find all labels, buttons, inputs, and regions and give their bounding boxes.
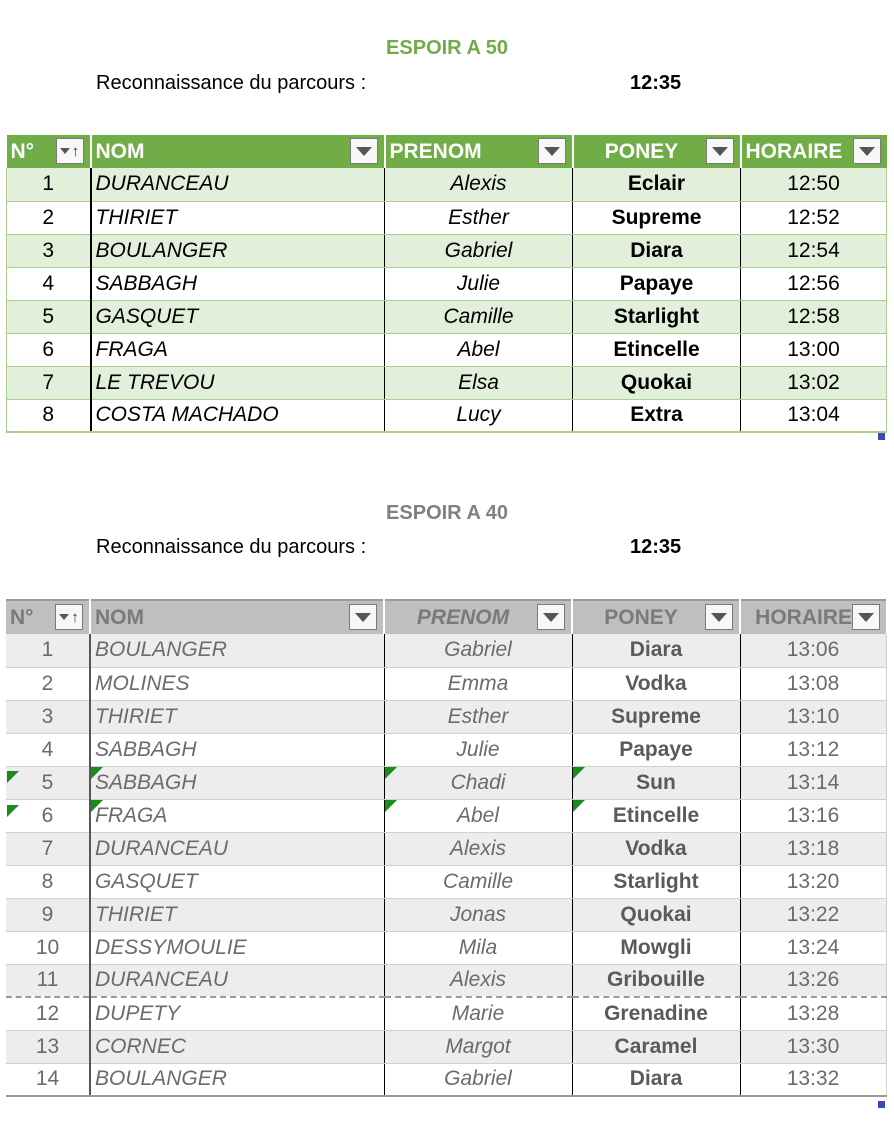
cell-horaire[interactable]: 12:50 [741,168,887,201]
table-row [7,168,887,201]
cell-number[interactable]: 6 [7,333,91,366]
cell-poney[interactable]: Quokai [573,366,741,399]
table-row [6,997,886,1030]
cell-prenom[interactable]: Margot [384,1030,572,1063]
header-no: N° ↑ [7,135,91,168]
cell-prenom[interactable]: Gabriel [384,634,572,667]
cell-poney[interactable]: Eclair [573,168,741,201]
chevron-down-icon [544,147,560,156]
cell-poney[interactable]: Diara [572,634,740,667]
error-indicator-icon[interactable] [7,805,19,817]
cell-nom[interactable]: SABBAGH [90,733,384,766]
cell-horaire[interactable]: 13:12 [740,733,886,766]
cell-poney[interactable]: Papaye [573,267,741,300]
chevron-down-icon [859,147,875,156]
header-horaire: HORAIRE [741,135,887,168]
cell-nom[interactable]: LE TREVOU [91,366,385,399]
cell-poney[interactable]: Supreme [573,201,741,234]
table-row [6,1063,886,1096]
cell-horaire[interactable]: 12:56 [741,267,887,300]
header-horaire: HORAIRE [740,600,886,634]
cell-poney[interactable]: Etincelle [573,333,741,366]
chevron-down-icon [356,147,372,156]
cell-prenom[interactable]: Jonas [384,898,572,931]
table-resize-handle[interactable] [878,1101,885,1108]
header-row [6,600,886,634]
cell-prenom[interactable]: Julie [385,267,573,300]
table-row [7,201,887,234]
cell-nom[interactable]: DURANCEAU [91,168,385,201]
cell-nom[interactable]: GASQUET [90,865,384,898]
reconnaissance-time: 12:35 [630,72,682,94]
table-row [6,832,886,865]
cell-nom[interactable]: DUPETY [90,997,384,1030]
cell-nom[interactable]: FRAGA [90,799,384,832]
cell-number[interactable]: 3 [6,700,90,733]
cell-prenom[interactable]: Julie [384,733,572,766]
cell-prenom[interactable]: Mila [384,931,572,964]
chevron-down-icon [858,613,874,622]
header-poney: PONEY [572,600,740,634]
cell-horaire[interactable]: 12:52 [741,201,887,234]
cell-poney[interactable]: Gribouille [572,964,740,997]
table-row [7,366,887,399]
cell-poney[interactable]: Supreme [572,700,740,733]
cell-nom[interactable]: THIRIET [91,201,385,234]
cell-number[interactable]: 7 [7,366,91,399]
table-row [7,300,887,333]
header-no: N° ↑ [6,600,90,634]
header-prenom: PRENOM [385,135,573,168]
cell-nom[interactable]: MOLINES [90,667,384,700]
cell-number[interactable]: 8 [6,865,90,898]
chevron-down-icon [543,613,559,622]
sort-ascending-icon: ↑ [71,142,80,160]
cell-poney[interactable]: Starlight [573,300,741,333]
cell-poney[interactable]: Mowgli [572,931,740,964]
cell-horaire[interactable]: 12:54 [741,234,887,267]
header-row [7,135,887,168]
table-row [6,964,886,997]
cell-number[interactable]: 5 [7,300,91,333]
table-resize-handle[interactable] [878,433,885,440]
cell-number[interactable]: 12 [6,997,90,1030]
cell-number[interactable]: 14 [6,1063,90,1096]
cell-prenom[interactable]: Gabriel [384,1063,572,1096]
table-row [6,766,886,799]
cell-number[interactable]: 5 [6,766,90,799]
cell-horaire[interactable]: 13:10 [740,700,886,733]
cell-nom[interactable]: DESSYMOULIE [90,931,384,964]
cell-number[interactable]: 9 [6,898,90,931]
filter-dropdown-button[interactable] [538,138,566,164]
cell-prenom[interactable]: Esther [385,201,573,234]
cell-poney[interactable]: Quokai [572,898,740,931]
reconnaissance-label: Reconnaissance du parcours : [96,536,367,558]
cell-horaire[interactable]: 13:18 [740,832,886,865]
cell-nom[interactable]: SABBAGH [90,766,384,799]
cell-horaire[interactable]: 13:06 [740,634,886,667]
cell-prenom[interactable]: Camille [384,865,572,898]
cell-prenom[interactable]: Alexis [384,964,572,997]
cell-prenom[interactable]: Gabriel [385,234,573,267]
table-row [6,634,886,667]
cell-prenom[interactable]: Abel [384,799,572,832]
cell-number[interactable]: 13 [6,1030,90,1063]
cell-horaire[interactable]: 13:04 [741,399,887,432]
cell-nom[interactable]: SABBAGH [91,267,385,300]
cell-nom[interactable]: BOULANGER [91,234,385,267]
sort-filter-button[interactable] [55,604,83,630]
header-nom: NOM [90,600,384,634]
error-indicator-icon[interactable] [7,771,19,783]
cell-horaire[interactable]: 13:22 [740,898,886,931]
filter-dropdown-button[interactable] [705,604,733,630]
filter-dropdown-button[interactable] [853,138,881,164]
filter-dropdown-button[interactable] [349,604,377,630]
cell-prenom[interactable]: Abel [385,333,573,366]
reconnaissance-label: Reconnaissance du parcours : [96,72,367,94]
cell-number[interactable]: 7 [6,832,90,865]
table-row [6,865,886,898]
cell-prenom[interactable]: Alexis [385,168,573,201]
cell-horaire[interactable]: 13:16 [740,799,886,832]
section-title: ESPOIR A 50 [386,37,508,59]
cell-nom[interactable]: BOULANGER [90,634,384,667]
cell-prenom[interactable]: Alexis [384,832,572,865]
cell-prenom[interactable]: Emma [384,667,572,700]
cell-number[interactable]: 10 [6,931,90,964]
chevron-down-icon [59,614,69,620]
header-prenom: PRENOM [384,600,572,634]
cell-number[interactable]: 2 [6,667,90,700]
sort-filter-button[interactable] [56,138,84,164]
cell-number[interactable]: 1 [7,168,91,201]
cell-horaire[interactable]: 13:28 [740,997,886,1030]
cell-poney[interactable]: Starlight [572,865,740,898]
chevron-down-icon [60,148,70,154]
cell-poney[interactable]: Grenadine [572,997,740,1030]
filter-dropdown-button[interactable] [706,138,734,164]
table-row [6,733,886,766]
cell-number[interactable]: 1 [6,634,90,667]
cell-poney[interactable]: Etincelle [572,799,740,832]
table-row [7,234,887,267]
chevron-down-icon [355,613,371,622]
filter-dropdown-button[interactable] [852,604,880,630]
cell-poney[interactable]: Vodka [572,667,740,700]
cell-prenom[interactable]: Esther [384,700,572,733]
table-row [6,1030,886,1063]
table-row [7,399,887,432]
cell-number[interactable]: 4 [6,733,90,766]
chevron-down-icon [711,613,727,622]
cell-poney[interactable]: Papaye [572,733,740,766]
cell-nom[interactable]: THIRIET [90,898,384,931]
cell-nom[interactable]: CORNEC [90,1030,384,1063]
cell-nom[interactable]: BOULANGER [90,1063,384,1096]
cell-horaire[interactable]: 13:20 [740,865,886,898]
cell-number[interactable]: 3 [7,234,91,267]
cell-prenom[interactable]: Chadi [384,766,572,799]
chevron-down-icon [712,147,728,156]
cell-number[interactable]: 4 [7,267,91,300]
results-table [6,135,887,433]
cell-horaire[interactable]: 12:58 [741,300,887,333]
cell-poney[interactable]: Caramel [572,1030,740,1063]
cell-horaire[interactable]: 13:32 [740,1063,886,1096]
cell-poney[interactable]: Diara [573,234,741,267]
cell-nom[interactable]: THIRIET [90,700,384,733]
table-row [6,898,886,931]
cell-horaire[interactable]: 13:08 [740,667,886,700]
cell-horaire[interactable]: 13:00 [741,333,887,366]
filter-dropdown-button[interactable] [537,604,565,630]
table-row [6,667,886,700]
cell-nom[interactable]: COSTA MACHADO [91,399,385,432]
cell-nom[interactable]: FRAGA [91,333,385,366]
header-nom: NOM [91,135,385,168]
sort-ascending-icon: ↑ [71,608,79,626]
cell-number[interactable]: 6 [6,799,90,832]
table-row [6,700,886,733]
cell-prenom[interactable]: Marie [384,997,572,1030]
cell-horaire[interactable]: 13:24 [740,931,886,964]
cell-poney[interactable]: Diara [572,1063,740,1096]
filter-dropdown-button[interactable] [350,138,378,164]
header-poney: PONEY [573,135,741,168]
cell-nom[interactable]: DURANCEAU [90,964,384,997]
cell-number[interactable]: 2 [7,201,91,234]
table-row [7,267,887,300]
cell-number[interactable]: 11 [6,964,90,997]
cell-prenom[interactable]: Camille [385,300,573,333]
reconnaissance-time: 12:35 [630,536,682,558]
results-table [6,599,887,1097]
cell-poney[interactable]: Vodka [572,832,740,865]
cell-horaire[interactable]: 13:30 [740,1030,886,1063]
cell-poney[interactable]: Sun [572,766,740,799]
cell-poney[interactable]: Extra [573,399,741,432]
cell-horaire[interactable]: 13:14 [740,766,886,799]
cell-prenom[interactable]: Lucy [385,399,573,432]
cell-prenom[interactable]: Elsa [385,366,573,399]
cell-nom[interactable]: DURANCEAU [90,832,384,865]
table-row [6,931,886,964]
table-row [6,799,886,832]
cell-horaire[interactable]: 13:26 [740,964,886,997]
cell-nom[interactable]: GASQUET [91,300,385,333]
section-title: ESPOIR A 40 [386,502,508,524]
cell-horaire[interactable]: 13:02 [741,366,887,399]
table-row [7,333,887,366]
cell-number[interactable]: 8 [7,399,91,432]
